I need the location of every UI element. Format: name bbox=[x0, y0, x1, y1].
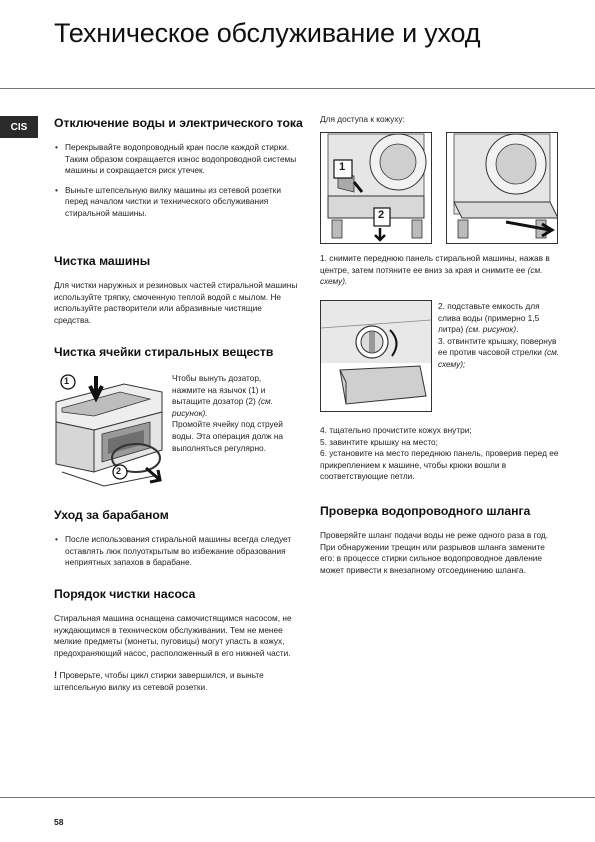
panel-removal-illustration-1 bbox=[320, 132, 432, 244]
step-3-ref: (см. схему); bbox=[438, 347, 560, 369]
step-5: 5. завинтите крышку на место; bbox=[320, 436, 438, 447]
list-item: • Выньте штепсельную вилку машины из сетевой розетки перед началом чистки и технического обслуживания стиральной машины. bbox=[54, 185, 300, 220]
figure-label-2: 2 bbox=[116, 466, 122, 476]
section-dispenser bbox=[54, 345, 300, 360]
section-title: Проверка водопроводного шланга bbox=[320, 504, 531, 518]
step-2-ref: (см. рисунок) bbox=[465, 324, 517, 335]
section-drum bbox=[54, 508, 300, 577]
section-hose bbox=[320, 504, 560, 576]
dispenser-text-b: Промойте ячейку под струей воды. Эта операция долж на выполняться регулярно. bbox=[172, 419, 284, 453]
disconnect-list bbox=[54, 142, 300, 220]
hose-text: Проверяйте шланг подачи воды не реже одного раза в год. При обнаружении трещин или разрывов шланга замените его: в процессе стирки сильное водопроводное давление может привести к внезапному отсоединению шланга. bbox=[320, 530, 549, 575]
drum-list bbox=[54, 534, 300, 569]
dispenser-text-ref: (см. рисунок). bbox=[172, 396, 273, 418]
footer-divider bbox=[0, 797, 595, 798]
warning-mark: ! bbox=[54, 670, 58, 682]
access-label: Для доступа к кожуху: bbox=[320, 114, 405, 124]
section-title: Чистка машины bbox=[54, 254, 151, 268]
step-1-text: 1. снимите переднюю панель стиральной машины, нажав в центре, затем потяните ее вниз за края и снимите ее bbox=[320, 253, 550, 275]
panel-removal-illustration-2 bbox=[446, 132, 558, 244]
step-2-text: 2. подставьте емкость для слива воды (примерно 1,5 литра) bbox=[438, 301, 540, 335]
section-title: Чистка ячейки стиральных веществ bbox=[54, 345, 274, 359]
language-tab: CIS bbox=[0, 116, 38, 138]
figure-label-2: 2 bbox=[378, 209, 385, 221]
step-6: 6. установите на место переднюю панель, проверив перед ее прикреплением к машине, чтобы крюки вошли в соответствующие петли. bbox=[320, 448, 559, 482]
step-1-ref: (см. схему). bbox=[320, 264, 543, 287]
list-item: • Перекрывайте водопроводный кран после каждой стирки. Таким образом сокращается износ водопроводной системы машины и сокращается риск утечек. bbox=[54, 142, 300, 177]
warning-text: Проверьте, чтобы цикл стирки завершился, и выньте штепсельную вилку из сетевой розетки. bbox=[54, 670, 264, 692]
list-item: • После использования стиральной машины всегда следует оставлять люк полуоткрытым во избежание образования неприятных запахов в барабане. bbox=[54, 534, 300, 569]
steps-2-3: 2. подставьте емкость для слива воды (примерно 1,5 литра) (см. рисунок). 3. отвинтите крышку, повернув ее против часовой стрелки (см. схему); bbox=[438, 301, 560, 369]
pump-warning bbox=[54, 670, 300, 693]
section-title: Отключение воды и электрического тока bbox=[54, 116, 303, 130]
dispenser-text-a: Чтобы вынуть дозатор, нажмите на язычок (1) и вытащите дозатор (2) bbox=[172, 373, 266, 407]
cleaning-text: Для чистки наружных и резиновых частей стиральной машины используйте тряпку, смоченную теплой водой с мылом. Не используйте растворители или абразивные чистящие средства. bbox=[54, 280, 298, 325]
section-title: Порядок чистки насоса bbox=[54, 587, 196, 601]
pump-illustration bbox=[320, 300, 432, 412]
pump-text: Стиральная машина оснащена самочистящимся насосом, не нуждающимся в техническом обслуживании. Тем не менее мелкие предметы (монеты, пуговицы) могут упасть в кожух, предохраняющий насос, расположенный в его нижней части. bbox=[54, 613, 292, 658]
step-4: 4. тщательно прочистите кожух внутри; bbox=[320, 425, 472, 435]
title-divider bbox=[0, 88, 595, 89]
step-1 bbox=[320, 253, 560, 288]
page-number: 58 bbox=[54, 817, 64, 827]
section-cleaning bbox=[54, 254, 300, 326]
dispenser-illustration bbox=[54, 372, 164, 490]
step-3-text: 3. отвинтите крышку, повернув ее против часовой стрелки bbox=[438, 335, 557, 358]
section-pump bbox=[54, 587, 300, 694]
figure-label-1: 1 bbox=[64, 376, 70, 386]
steps-4-6 bbox=[320, 425, 560, 483]
page-title: Техническое обслуживание и уход bbox=[54, 18, 481, 48]
section-title: Уход за барабаном bbox=[54, 508, 169, 522]
figure-label-1: 1 bbox=[339, 161, 346, 173]
dispenser-text bbox=[172, 373, 296, 454]
section-disconnect bbox=[54, 116, 303, 228]
right-column bbox=[320, 114, 560, 575]
